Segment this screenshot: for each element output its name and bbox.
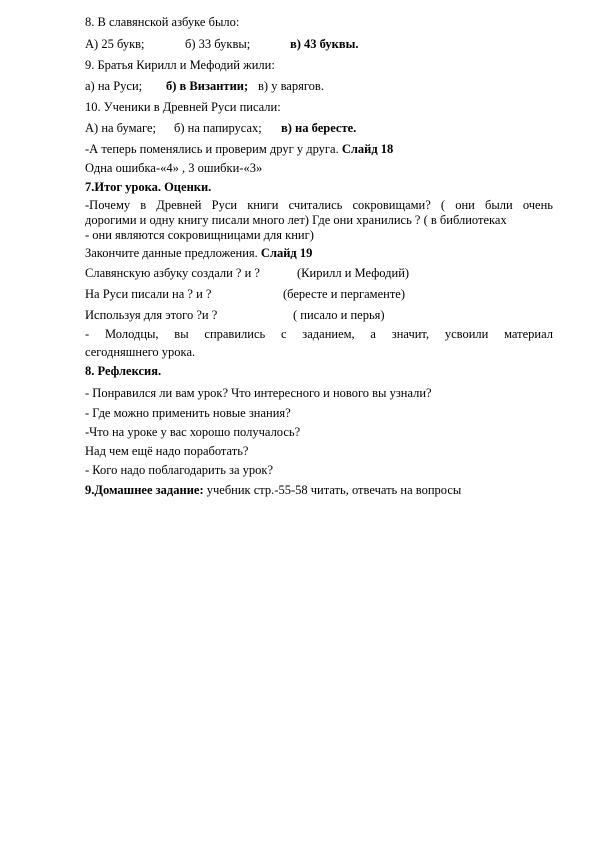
praise-line1: - Молодцы, вы справились с заданием, а значит, усвоили материал [85, 327, 553, 341]
reflection-q2: - Где можно применить новые знания? [85, 406, 291, 420]
q8-answer-a: А) 25 букв; [85, 37, 145, 51]
q9-question: 9. Братья Кирилл и Мефодий жили: [85, 58, 275, 72]
sentence-3-answer: ( писало и перья) [293, 308, 385, 322]
q10-answers [85, 121, 357, 136]
section7-question-line1: -Почему в Древней Руси книги считались сокровищами? ( они были очень [85, 198, 553, 212]
q8-answers [85, 37, 359, 52]
section7-question-line2: дорогими и одну книгу писали много лет) Где они хранились ? ( в библиотеках [85, 213, 507, 227]
grading-note: Одна ошибка-«4» , 3 ошибки-«3» [85, 161, 263, 175]
reflection-q1: - Понравился ли вам урок? Что интересного и нового вы узнали? [85, 386, 432, 400]
praise-line2: сегодняшнего урока. [85, 345, 196, 359]
reflection-q5: - Кого надо поблагодарить за урок? [85, 463, 274, 477]
q8-question: 8. В славянской азбуке было: [85, 15, 240, 29]
slide-19-label: Слайд 19 [260, 246, 313, 260]
complete-sentences [85, 246, 312, 261]
section9-heading: 9.Домашнее задание: [85, 483, 204, 497]
sentence-2-question: На Руси писали на ? и ? [85, 287, 212, 301]
homework-text: учебник стр.-55-58 читать, отвечать на вопросы [206, 483, 462, 497]
sentence-3 [85, 308, 385, 323]
section7-answer: - они являются сокровищницами для книг) [85, 228, 314, 242]
q9-answer-c: в) у варягов. [258, 79, 324, 93]
q10-question: 10. Ученики в Древней Руси писали: [85, 100, 281, 114]
q9-answer-a: а) на Руси; [85, 79, 143, 93]
reflection-q4: Над чем ещё надо поработать? [85, 444, 249, 458]
reflection-q3: -Что на уроке у вас хорошо получалось? [85, 425, 301, 439]
q10-answer-a: А) на бумаге; [85, 121, 157, 135]
sentence-2-answer: (бересте и пергаменте) [283, 287, 405, 301]
q8-answer-c: в) 43 буквы. [290, 37, 359, 51]
sentence-1 [85, 266, 410, 281]
sentence-1-answer: (Кирилл и Мефодий) [297, 266, 410, 280]
q8-answer-b: б) 33 буквы; [185, 37, 251, 51]
slide-18-label: Слайд 18 [341, 142, 394, 156]
swap-instruction [85, 142, 393, 157]
swap-text: -А теперь поменялись и проверим друг у друга. [85, 142, 339, 156]
q10-answer-b: б) на папирусах; [174, 121, 262, 135]
complete-text: Закончите данные предложения. [85, 246, 258, 260]
q10-answer-c: в) на бересте. [281, 121, 357, 135]
q9-answer-b: б) в Византии; [166, 79, 249, 93]
section8-heading: 8. Рефлексия. [85, 364, 162, 378]
section7-heading: 7.Итог урока. Оценки. [85, 180, 212, 194]
sentence-3-question: Используя для этого ?и ? [85, 308, 218, 322]
homework [85, 483, 461, 498]
sentence-1-question: Славянскую азбуку создали ? и ? [85, 266, 260, 280]
sentence-2 [85, 287, 405, 302]
q9-answers [85, 79, 324, 94]
